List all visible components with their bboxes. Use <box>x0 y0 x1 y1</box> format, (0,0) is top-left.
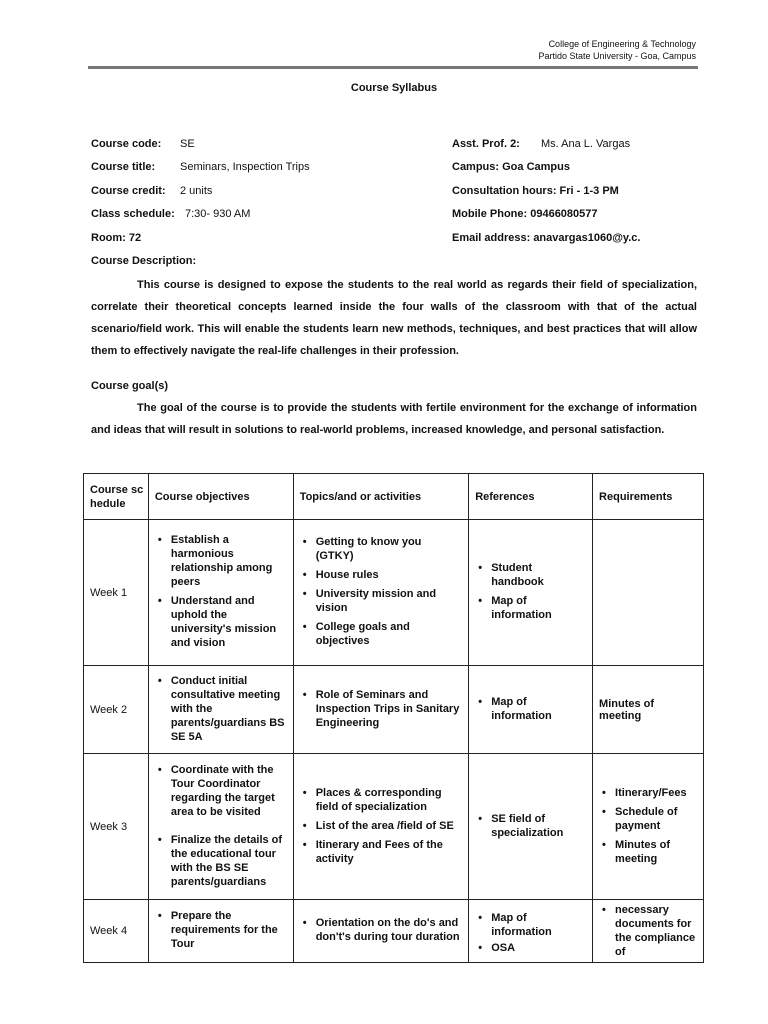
requirements-cell <box>593 754 704 900</box>
table-row <box>84 520 704 666</box>
requirements-cell: Minutes of meeting <box>593 666 704 754</box>
header-requirements: Requirements <box>593 474 704 520</box>
week-cell: Week 1 <box>84 520 149 666</box>
table-row <box>84 754 704 900</box>
requirements-cell <box>593 520 704 666</box>
header-university: Partido State University - Goa, Campus <box>538 51 696 61</box>
mobile-phone: Mobile Phone: 09466080577 <box>452 208 598 220</box>
campus: Campus: Goa Campus <box>452 161 570 173</box>
list-item: • Minutes of meeting <box>615 838 697 866</box>
objectives-cell <box>148 754 293 900</box>
asst-prof: Asst. Prof. 2: Ms. Ana L. Vargas <box>452 138 631 150</box>
topics-cell <box>293 666 469 754</box>
list-item: • Finalize the details of the educational tour with the BS SE parents/guardians <box>171 833 287 889</box>
topics-cell <box>293 900 469 963</box>
list-item: • Understand and uphold the university's mission and vision <box>171 594 287 650</box>
list-item: • Role of Seminars and Inspection Trips in Sanitary Engineering <box>316 688 463 730</box>
references-cell <box>469 754 593 900</box>
objectives-cell <box>148 900 293 963</box>
email-address: Email address: anavargas1060@y.c. <box>452 232 641 244</box>
list-item: • List of the area /field of SE <box>316 819 463 833</box>
header-references: References <box>469 474 593 520</box>
list-item: • Prepare the requirements for the Tour <box>171 909 287 951</box>
references-cell <box>469 900 593 963</box>
document-header <box>538 38 696 62</box>
room: Room: 72 <box>91 232 142 244</box>
topics-cell <box>293 520 469 666</box>
table-row <box>84 900 704 963</box>
list-item: • Orientation on the do's and don't's during tour duration <box>316 916 463 944</box>
list-item: • University mission and vision <box>316 587 463 615</box>
list-item: • necessary documents for the compliance of <box>615 903 697 959</box>
consultation-hours: Consultation hours: Fri - 1-3 PM <box>452 185 619 197</box>
list-item: • Student handbook <box>491 561 586 589</box>
goal-heading: Course goal(s) <box>91 380 169 392</box>
table-row <box>84 666 704 754</box>
header-college: College of Engineering & Technology <box>548 39 696 49</box>
list-item: • OSA <box>491 941 586 955</box>
list-item: • College goals and objectives <box>316 620 463 648</box>
list-item: • Map of information <box>491 911 586 939</box>
references-cell <box>469 520 593 666</box>
course-title: Course title: Seminars, Inspection Trips <box>91 161 310 173</box>
description-heading: Course Description: <box>91 255 197 267</box>
list-item: • Getting to know you (GTKY) <box>316 535 463 563</box>
objectives-cell <box>148 520 293 666</box>
list-item: • Establish a harmonious relationship among peers <box>171 533 287 589</box>
goal-text: The goal of the course is to provide the students with fertile environment for the exchange of information and ideas that will result in solutions to real-world problems, increased knowledge, and personal satisfaction. <box>91 402 697 436</box>
list-item: • Itinerary and Fees of the activity <box>316 838 463 866</box>
list-item: • Coordinate with the Tour Coordinator regarding the target area to be visited <box>171 763 287 819</box>
header-course-objectives: Course objectives <box>148 474 293 520</box>
list-item: • Map of information <box>491 695 586 723</box>
objectives-cell <box>148 666 293 754</box>
page-title: Course Syllabus <box>350 82 438 94</box>
list-item: • Map of information <box>491 594 586 622</box>
references-cell <box>469 666 593 754</box>
header-topics: Topics/and or activities <box>293 474 469 520</box>
list-item: • Schedule of payment <box>615 805 697 833</box>
table-header-row <box>84 474 704 520</box>
header-rule <box>88 66 698 69</box>
class-schedule: Class schedule: 7:30- 930 AM <box>91 208 251 220</box>
week-cell: Week 3 <box>84 754 149 900</box>
schedule-table <box>83 473 704 963</box>
course-code: Course code: SE <box>91 138 195 150</box>
requirements-cell <box>593 900 704 963</box>
list-item: • Itinerary/Fees <box>615 786 697 800</box>
description-text: This course is designed to expose the students to the real world as regards their field of specialization, correlate their theoretical concepts learned inside the four walls of the classroom with that of the actual scenario/field work. This will enable the students learn new methods, techniques, and best practices that will allow them to effectively navigate the real-life challenges in their profession. <box>91 279 697 357</box>
list-item: • House rules <box>316 568 463 582</box>
week-cell: Week 4 <box>84 900 149 963</box>
list-item: • Places & corresponding field of specialization <box>316 786 463 814</box>
week-cell: Week 2 <box>84 666 149 754</box>
list-item: • Conduct initial consultative meeting with the parents/guardians BS SE 5A <box>171 674 287 744</box>
header-course-schedule: Course schedule <box>84 474 149 520</box>
course-credit: Course credit: 2 units <box>91 185 213 197</box>
topics-cell <box>293 754 469 900</box>
list-item: • SE field of specialization <box>491 812 586 840</box>
